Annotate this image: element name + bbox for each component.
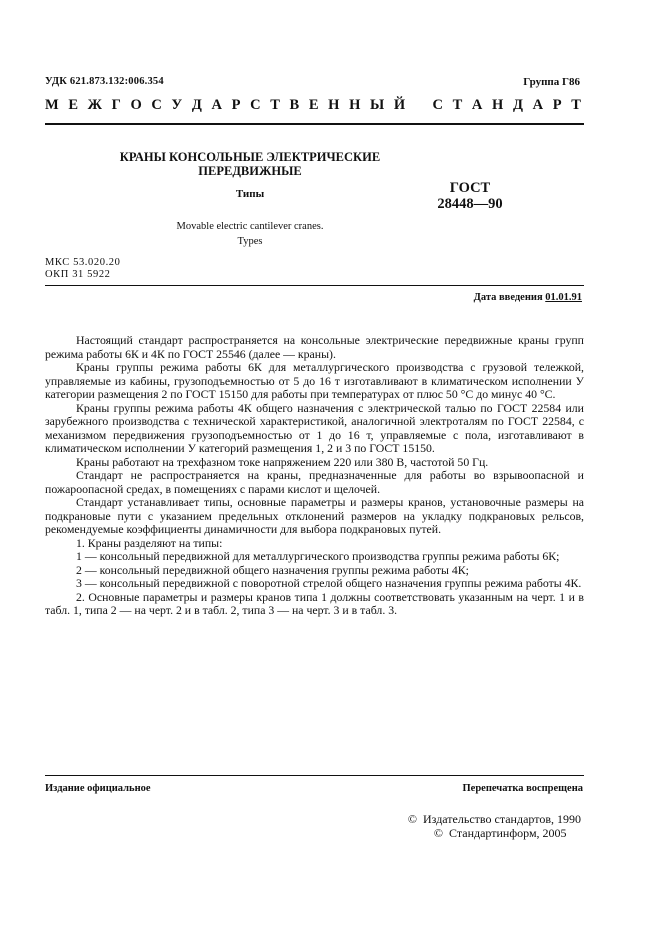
banner-letter: Т bbox=[452, 97, 463, 113]
paragraph: 3 — консольный передвижной с поворотной стрелой общего назначения группы режима работы 4К. bbox=[76, 576, 582, 590]
banner-letter: А bbox=[471, 97, 483, 113]
body-text bbox=[45, 334, 584, 618]
paragraph: Стандарт устанавливает типы, основные параметры и размеры кранов, установочные размеры на подкрановые пути с указанием предельных отклонений размеров на укладку подкрановых рельсов, рекомендуемые коэффициенты динамичности для выбора подкрановых путей. bbox=[45, 495, 584, 536]
banner-letter: А bbox=[211, 97, 222, 113]
copyright-symbol: © bbox=[407, 812, 417, 826]
paragraph: 1. Краны разделяют на типы: bbox=[76, 535, 223, 550]
banner-letter: С bbox=[250, 97, 261, 113]
copyright-symbol: © bbox=[433, 826, 443, 840]
effective-date-label: Дата введения bbox=[473, 292, 543, 303]
banner-letter: Е bbox=[308, 97, 319, 113]
banner-letter: Т bbox=[571, 97, 581, 113]
english-title-line-1: Movable electric cantilever cranes. bbox=[176, 221, 324, 232]
banner-letter: С bbox=[432, 97, 443, 113]
gost-label: ГОСТ bbox=[449, 180, 491, 196]
top-rule bbox=[45, 123, 584, 125]
gost-designation bbox=[420, 180, 520, 212]
title-line-1: КРАНЫ КОНСОЛЬНЫЕ ЭЛЕКТРИЧЕСКИЕ bbox=[119, 150, 381, 164]
paragraph: Настоящий стандарт распространяется на консольные электрические передвижные краны групп режима работы 6К и 4К по ГОСТ 25546 (далее — краны). bbox=[45, 333, 584, 361]
banner-letter: Н bbox=[349, 97, 361, 113]
banner-letter: О bbox=[130, 97, 142, 113]
banner-letter: М bbox=[45, 97, 59, 113]
okp-code: ОКП 31 5922 bbox=[45, 269, 111, 280]
title-line-2: ПЕРЕДВИЖНЫЕ bbox=[198, 164, 302, 178]
subtitle: Типы bbox=[235, 188, 265, 200]
banner-letter: С bbox=[151, 97, 162, 113]
banner-letter: Г bbox=[111, 97, 121, 113]
banner-letter: Н bbox=[492, 97, 504, 113]
banner-letter: Д bbox=[191, 97, 202, 113]
effective-date bbox=[474, 292, 582, 303]
paragraph: 1 — консольный передвижной для металлургического производства группы режима работы 6К; bbox=[76, 549, 560, 563]
mks-code: МКС 53.020.20 bbox=[45, 257, 121, 268]
bottom-rule bbox=[45, 775, 584, 776]
paragraph: Краны работают на трехфазном токе напряжением 220 или 380 В, частотой 50 Гц. bbox=[76, 454, 489, 469]
banner-letter: Й bbox=[393, 97, 406, 113]
banner-letter: Ы bbox=[370, 97, 385, 113]
effective-date-value: 01.01.91 bbox=[545, 292, 582, 303]
reprint-notice: Перепечатка воспрещена bbox=[462, 783, 583, 794]
copyright-line bbox=[408, 826, 581, 840]
gost-number: 28448—90 bbox=[437, 196, 503, 212]
middle-rule bbox=[45, 285, 584, 286]
banner-letter: В bbox=[289, 97, 300, 113]
paragraph: Краны группы режима работы 4К общего назначения с электрической талью по ГОСТ 22584 или зарубежного производства с технической характеристикой, аналогичной электроталям по ГОСТ 22584, с механизмом передвижения грузоподъемностью от 1 до 16 т, управляемые с пола, изготавливают в климатическом исполнении У категорий размещения 1, 2 и 3 по ГОСТ 15150. bbox=[45, 400, 584, 455]
document-title bbox=[100, 150, 400, 178]
banner-letter: Т bbox=[270, 97, 280, 113]
copyright-text: Стандартинформ, 2005 bbox=[449, 826, 567, 840]
group-code: Группа Г86 bbox=[523, 76, 580, 88]
paragraph: 2. Основные параметры и размеры кранов типа 1 должны соответствовать указанным на черт. 1 и в табл. 1, типа 2 — на черт. 2 и в табл. 2, типа 3 — на черт. 3 и в табл. 3. bbox=[45, 589, 584, 617]
udk-code: УДК 621.873.132:006.354 bbox=[45, 76, 164, 87]
english-title-line-2: Types bbox=[237, 236, 263, 247]
edition-label: Издание официальное bbox=[45, 783, 151, 794]
banner-letter: Е bbox=[68, 97, 78, 113]
banner-letter: Р bbox=[552, 97, 562, 113]
banner-letter: Д bbox=[512, 97, 523, 113]
paragraph: Краны группы режима работы 6К для металлургического производства с грузовой тележкой, управляемые из кабины, грузоподъемностью от 5 до 16 т изготавливают в климатическом исполнении У категории размещения 2 по ГОСТ 15150 для работы при температурах от плюс 50 °С до минус 40 °С. bbox=[45, 360, 584, 401]
banner-letter: А bbox=[532, 97, 544, 113]
banner-letter: Р bbox=[231, 97, 241, 113]
paragraph: 2 — консольный передвижной общего назначения группы режима работы 4К; bbox=[76, 562, 469, 577]
copyright-line bbox=[408, 812, 581, 826]
english-title bbox=[140, 219, 360, 249]
banner-letter: Н bbox=[328, 97, 340, 113]
banner-letter: Ж bbox=[87, 97, 102, 113]
banner-letter bbox=[415, 97, 423, 114]
interstate-standard-banner bbox=[45, 97, 581, 114]
paragraph: Стандарт не распространяется на краны, предназначенные для работы во взрывоопасной и пожароопасной средах, в помещениях с парами кислот и щелочей. bbox=[45, 468, 584, 496]
classification-codes bbox=[45, 257, 121, 281]
copyright-block bbox=[408, 812, 581, 840]
copyright-text: Издательство стандартов, 1990 bbox=[423, 812, 581, 826]
banner-letter: У bbox=[171, 97, 183, 113]
